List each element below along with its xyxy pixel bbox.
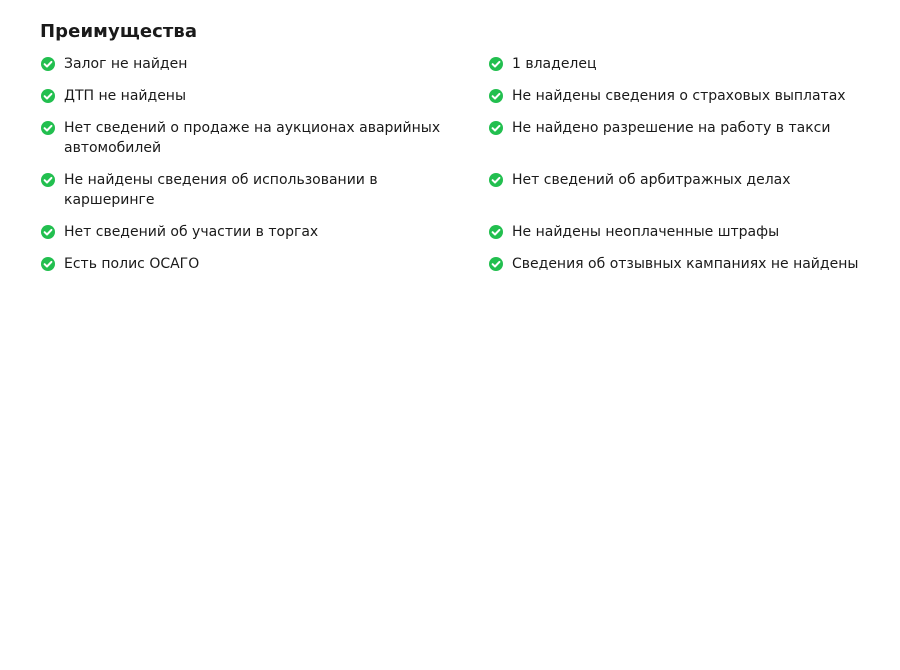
advantage-label: Не найдены сведения о страховых выплатах [512,88,846,104]
advantage-item-arbitration [488,170,900,210]
advantage-item-insurance-payouts [488,86,900,106]
advantage-label: Нет сведений о продаже на аукционах аварийных автомобилей [64,120,441,156]
advantage-item-fines [488,222,900,242]
check-circle-icon [488,172,504,188]
check-circle-icon [488,88,504,104]
advantage-item-owners [488,54,900,74]
advantage-label: Залог не найден [64,56,188,72]
check-circle-icon [40,120,56,136]
check-circle-icon [40,224,56,240]
advantage-label: Сведения об отзывных кампаниях не найдены [512,256,859,272]
advantage-item-pledge [40,54,488,74]
advantage-label: 1 владелец [512,56,597,72]
advantage-item-tenders [40,222,488,242]
advantage-item-taxi [488,118,900,158]
advantage-label: Не найдены неоплаченные штрафы [512,224,780,240]
advantage-item-carsharing [40,170,488,210]
advantage-label: Нет сведений об арбитражных делах [512,172,791,188]
check-circle-icon [40,56,56,72]
advantages-grid [40,54,900,286]
advantage-label: Есть полис ОСАГО [64,256,200,272]
advantages-section [0,0,900,286]
check-circle-icon [40,88,56,104]
advantage-label: Не найдены сведения об использовании в каршеринге [64,172,378,208]
advantage-item-accidents [40,86,488,106]
advantage-label: Нет сведений об участии в торгах [64,224,319,240]
advantage-item-osago [40,254,488,274]
advantage-label: Не найдено разрешение на работу в такси [512,120,831,136]
check-circle-icon [40,256,56,272]
check-circle-icon [488,256,504,272]
advantage-item-auctions [40,118,488,158]
advantage-label: ДТП не найдены [64,88,187,104]
check-circle-icon [40,172,56,188]
check-circle-icon [488,224,504,240]
advantage-item-recalls [488,254,900,274]
section-title: Преимущества [40,21,198,42]
check-circle-icon [488,56,504,72]
check-circle-icon [488,120,504,136]
